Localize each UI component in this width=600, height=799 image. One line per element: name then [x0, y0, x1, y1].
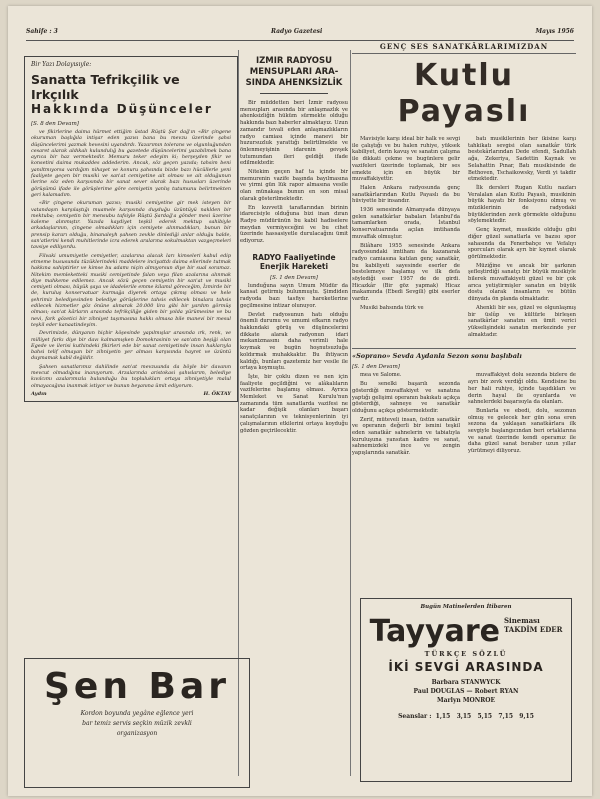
- ad-title: Şen Bar: [44, 666, 230, 707]
- showtime: 5,15: [477, 713, 493, 720]
- column-middle: [240, 56, 348, 436]
- article-title: Sanatta Tefrikçilik ve Irkçılık: [31, 72, 180, 102]
- paragraph: 1936 senesinde Almanyada dünyaya gelen sanatkârlar babaları İstanbul'da tamamlarken orada, İstanbul konservatuarında açılan imtihanda muvaffak olmuştur.: [352, 207, 460, 240]
- presents-label: TAKDİM EDER: [503, 625, 563, 634]
- paragraph: ve fikirlerine daima hürmet ettiğim üstad Rüştü Şar dağ'ın «Bir çingene okuruman başlığıla intişar eden yazısı bana bu mevzu üzerinde şahsi düşüncelerimi yazmak hevesini uyandırdı. Yazarımın tolerans ve olgunluğundan cesaret alarak aldıkalı kulundulığ bu gazetede düşüncelerimi yazabilmek bana ayrıca bir haz vermektedir. Memuru teker edeyim ki; herşeyden fikir ve konsetini daima mukaddes addederim. Ancak, söz geçen yazıda; tahsim beni yanıltmıyorsa vardığım nihayet ve konuru şahsında bizde bazı hücüllerle yeni faaliyete geçen bir musiki ve san'at cemiyetine ait olması ve ait olduğunun ilerine söz eden karşısında bir sanat sever olarak bazı hususları üzerinde görüşümü ifade ile görüşlerime göre cemiyetin yanlış tutumunu belirtmekten geri kalamadım.: [31, 129, 231, 198]
- paragraph: Bir müddetten beri İzmir radyosu mensupları arasında bir anlaşmazlık ve ahenksizliğin hüküm sürmekte olduğu hakkında bazı haberler almaktayız. Uzun zamandır tevali eden anlaşmazlıkların radyo camiası içinde manevi bir huzursuzluk yarattığı belirtilmekte ve önlenmeyişinin idarenin gevşek tutumundan ileri geldiği ifade edilmektedir.: [240, 100, 348, 167]
- article-kicker: GENÇ SES SANATKÂRLARIMIZDAN: [352, 42, 576, 54]
- paragraph: Müziğine ve ancak bir şarkının şefleştirdiği sanatçı bir büyük musikiyle bilerek muvaffakiyeti güzel ve bir çok arıca yetiştirmişler sanatın en büyük dostu olarak insanların ve bütün dünyada ön planda olmaktadır.: [468, 262, 576, 303]
- article-body: [352, 372, 460, 458]
- paragraph: İşte, bir çoklu dizen ve nen için faaliyete geçildiğini ve alâkalıların vazifelerine başlamış olması. Ayrıca Memleket ve Sanat Kurulu'nun zamanında tüm sanatlarda vazifesi ne kadar değişik olanları başarı sanatçılarının ve teknisyenlerinin iyi çalışmalarının etkilerini ortaya koyduğu gözden geçirilecektir.: [240, 373, 348, 434]
- article-title-kutlu-payasli: Kutlu Payaslı: [397, 58, 531, 129]
- cast-line: Paul DOUGLAS — Robert RYAN: [413, 688, 519, 695]
- cinema-label: [504, 616, 562, 634]
- continued-note: [S. 1 den Devam]: [352, 364, 400, 371]
- paragraph: Ahenkli bir ses, güzel ve olgunlaşmış bir üslûp ve kültürle birleşen sanatkârlar sanatını en ümit verici yükselişindeki sanatın merkezinde yer almaktadır.: [468, 304, 576, 338]
- ad-name-row: [367, 616, 565, 648]
- article-title-radyo-faaliyeti: [240, 253, 348, 271]
- cinema-word: Sineması: [503, 616, 540, 625]
- paragraph: Musiki bahsında türk ve: [360, 304, 424, 311]
- article-body: [468, 136, 576, 340]
- column-rule: [350, 50, 351, 776]
- article-kicker: Bir Yazı Dolayısıyle:: [31, 61, 92, 68]
- paragraph: «Bir çingene okuruman yazısı; musiki cemiyetine gir mek isteyen bir vatandaşın karşılaştığı muamele karşısında duyduğu üzüntüyü naklden bir mektuba; cemiyetin bir mensubu tafsiyle Rüştü Şardağ'a gönder mesi üzerine kaleme alınmıştır. Yazıda kaydiyet teşkil ederek mektup sahibiyle arkadaşlarının, çingene olmadıkları için cemiyete alınmadıkları, bunun bir prensip kararı olduğu, binanaleyh şahsen zevkle dinlediği anlar olduğu halde, san'atlerini kendi muhitlerinde icra ederek aralarına sokulmaktan vazgeçmeleri tavsiye ediliyordu.: [31, 200, 231, 251]
- showtime: 7,15: [498, 713, 514, 720]
- article-body: [240, 283, 348, 434]
- paragraph: İlk dersleri Rugan Kutlu nazları Veralalan alan Kutlu Payaslı, musikinin büyük hayatı bir fonksiyonu olmuş ve müziklerinin de radyodaki büyüklerinden zevk görmekte olduğunu söylemektedir.: [468, 184, 576, 225]
- cast-line: Marlyn MONROE: [436, 697, 496, 704]
- showtime: 3,15: [456, 713, 472, 720]
- newspaper-page: [8, 6, 592, 796]
- showtimes-label: Seanslar: [398, 713, 428, 720]
- divider: [260, 93, 328, 94]
- paragraph: muvaffakiyet dolu sezonda bizlere de ayrı bir zevk verdiği oldu. Kendisine bu her hali ruhiye, içinde taşıdıkları ve derin hayal ile oyunlarda ve sahnelerdeki başarısıyla da olanları.: [468, 372, 576, 406]
- issue-date: Mayıs 1956: [535, 28, 574, 35]
- showtimes: Seanslar : 1,15 3,15 5,15 7,15 9,15: [398, 713, 534, 720]
- article-sanatta-tefrikcilik: [24, 56, 238, 402]
- paragraph: Halen Ankara radyosunda genç sanatkârlarından Kutlu Payaslı da bu hüviyette bir insandır.: [352, 184, 460, 205]
- paragraph: Genç kıymet, musikide olduğu gibi diğer güzel sanatlarla ve bazısı spor sahasında da Fenerbahçe ve Vefalıyı sporcuları olarak ayrı bir kıymet olarak görülmektedir.: [468, 227, 576, 260]
- paragraph: Bunlarla ve ebedi, dolu, sezonun olmuş ve gelecek her gün sona eren sezona da yaklaşan sanatkârlara ilk sevgiyle başlangıcından beri ortaklarına ve sanat üzerinde kendi operamız ile daha güzel sanat beraber uzun yıllar yürütmeyi diliyoruz.: [468, 407, 576, 455]
- paragraph: Devlet radyosunun hatı olduğu önemli durumu ve umumi efkarın radyo hakkındaki görüş ve düşüncelerini dikkate alarak radyonun idari mekanizmasını daha verimli hale koymak ve bugün hoşnutsuzluğa koldırmak muhakkaktır. Bu ihtiyacın kaldığı, bunları gazetemiz her vesile ile ortaya koymuştu.: [240, 311, 348, 372]
- paragraph: Mavisiyle karşı ideal bir halk ve sevgi ile çalıştığı ve bu halen ruhiye, yüksek kabiliyet, derin kavuş ve sanatın çalışma ile dikkati çekme ve bugünlere gelir vazifeleri üzerinde toplamak, bir ses emekte için en büyük bir muvaffakiyettir.: [352, 136, 460, 183]
- signature-place: Aydın: [31, 390, 47, 397]
- article-title-izmir-radyosu: [240, 56, 348, 94]
- paragraph: batı musikilerinin her ikisine karşı tahkikatı sevgisi olan sanatkâr türk bestekârlarından Dede efendi, Sadullah ağa, Zekeriya, Sadettin Kaynak ve Selahattin Pınar, Batı musikisinde de Bethoven, Tschaikowsky, Verdi yi takdir etmektedir.: [468, 136, 576, 183]
- paragraph: Bu senelki başarılı sezonda gösterdiği muvaffakiyet ve sanatına yaptığı gelişimi operanın bakıkatı açıkça gösterdiği, sahneye ve sanatkâr olduğunu açıkça göstermektedir.: [352, 381, 460, 414]
- ad-line: bar temiz servis seçkin müzik zevkli: [82, 720, 192, 727]
- column-right: [352, 42, 576, 459]
- paragraph: Devrimizde, dünyanın hiçbir köşesinde yapılmışlar arasında ırk, renk, ve milliyet farkı diye bir davı kalmamışken Domokrasinin ve san'atın beşiği olan Egede ve ilerisi kuthindeki fikirleri ede bir sanat cemiyetinde insan haklarıyla bahsi telif olmayan bir zihniyetin yer alması karşısında hayret ve üzüntü duymamak kabil değildir.: [31, 330, 231, 362]
- cast-list: [367, 678, 565, 705]
- title-line: SINDA AHENKSİZLİK: [245, 78, 343, 88]
- paragraph: lunduğuna sayın Umum Müdür da kansat getirmiş bulunmuştu. Şimdiden radyoda bazı tasfiye hareketlerine geçilmesine intizar olunuyor.: [240, 282, 348, 309]
- article-body-columns: [352, 372, 576, 458]
- signature-author: H. ÖKTAY: [203, 390, 231, 397]
- paragraph: Nitekim geçen haf ta içinde bir memurenin vazife başında bayılmasına ve yirmi gün lük rapor almasına vesile olan münakaşa bunun en son misal olarak gösterilmektedir.: [240, 169, 348, 202]
- ad-line: organizasyon: [116, 730, 158, 737]
- continued-note: [S. 8 den Devam]: [31, 121, 79, 127]
- article-body: [352, 136, 460, 340]
- ad-line: Kordon boyunda yegâne eğlence yeri: [80, 710, 194, 717]
- newspaper-name: Radyo Gazetesi: [271, 28, 323, 35]
- film-title: İKİ SEVGİ ARASINDA: [388, 660, 544, 674]
- paragraph: Zerif, müteveli insan, üstün sanatkâr ve operanın değerli bir ismini teşkil eden sanatkâr sahnelerin ve tabiatıyla kuruluşuna yansıtan kadro ve sanat, sahnemizdeki ince ve zengin yapışlarında sanatkâr.: [352, 416, 460, 457]
- article-body: [240, 100, 348, 245]
- title-line: Enerjik Hareketi: [259, 261, 329, 271]
- article-body: [468, 372, 576, 458]
- article-body: [31, 129, 231, 389]
- advertisement-tayyare-sinemasi: [360, 598, 572, 782]
- paragraph: Şahsen sanatlarımız dahilinde san'at mevzuunda da böyle bir davanın mevcut olmadığına inanıyorum. Arzalarında aristokasi şahıslarım, belediye kıvılcımı azalarımızla bulunduğu bu toplulukları ortaya zihniyetiyle malul olmayacağına inanmak istiyor ve bunun beyanına ümit ediyorum.: [31, 363, 231, 389]
- paragraph: mea ve Salome.: [360, 372, 402, 379]
- article-title-soprano: «Soprano» Sevda Aydanla Sezon sonu başlıbalı: [352, 348, 576, 360]
- paragraph: En kuvvetli taraflarından birinin idarecisiyle olduğuna bizi inan dıran Radyo müdürünün bu kabil hadiselere meydan vermiyeceğini ve bu cihet üzerinde hassasiyetle durulacağını ümit ediyoruz.: [240, 204, 348, 245]
- title-line: MENSUPLARI ARA-: [249, 67, 339, 77]
- title-line: İZMİR RADYOSU: [255, 56, 333, 66]
- paragraph: Bilâhare 1955 senesinde Ankara radyosundaki imtihanı da kazanarak radyo camiasına katılan genç sanatkâr, bu kabiliyeti sayesinde eserler de bestelemeye başlamış ve ilk defa söylediği eser 1957 de de girdi. Hicazkâr (Bir göz yapmak) Hicaz makamında (Ebedi Sevgili) gibi eserler vardır.: [352, 242, 460, 303]
- ad-subtitle: TÜRKÇE SÖZLÜ: [424, 650, 508, 658]
- title-line: RADYO Faaliyetinde: [252, 252, 336, 262]
- paragraph: Filvaki umumiyetle cemiyetler, azalarına alacak ları kimseleri kabul edip etmeme hususunda tüzüklerindeki maddelere inciyattdı daima ellerinde tutmak hakkına sahiptirler ve kimse bu adamı niçin almıyorsun diye bir sual soramaz. Nitekim memleketteki musiki cemiyetinde falan veya filan azalarına alınmak diye mahkeme edilemez. Ancak sözü geçen cemiyetin bir san'at ve musiki cemiyeti olması, büyük şaya ve idadelerile emme kilamıl göreceğim, İzmirde bir de, kuruluş konservatuar kurmağa diyerek ortaya çıkmış olması ve hele şehrimiz belediyesinden belediye görüşlerine tahsis edilecek binalara tahsis edilecek hizmetler göz önüne alınarak 20.000 lira gibi bir yardım görmüş olması; san'at kârların arasında tefrikçiliğe giden bir yolda yürümesine ve bu nevi, fark gözetici bir zihniyet taşımasına hakkı olmasa bile manevi bir mesul teşkil eder kanaatindeyim.: [31, 252, 231, 328]
- page-header: [26, 28, 574, 41]
- showtime: 1,15: [435, 713, 451, 720]
- cast-line: Barbara STANWYCK: [431, 679, 501, 686]
- cinema-name: Tayyare: [369, 614, 500, 649]
- page-number: Sahife : 3: [26, 28, 58, 35]
- ad-pretitle: Bugün Matinelerden İtibaren: [420, 604, 512, 610]
- advertisement-sen-bar: [24, 658, 250, 788]
- column-left: [24, 56, 238, 402]
- article-signature: [31, 391, 231, 397]
- showtime: 9,15: [519, 713, 534, 720]
- article-title-second-line: Hakkında Düşünceler: [31, 102, 213, 116]
- continued-note: [S. 1 den Devam]: [270, 274, 318, 281]
- article-body-columns: [352, 136, 576, 340]
